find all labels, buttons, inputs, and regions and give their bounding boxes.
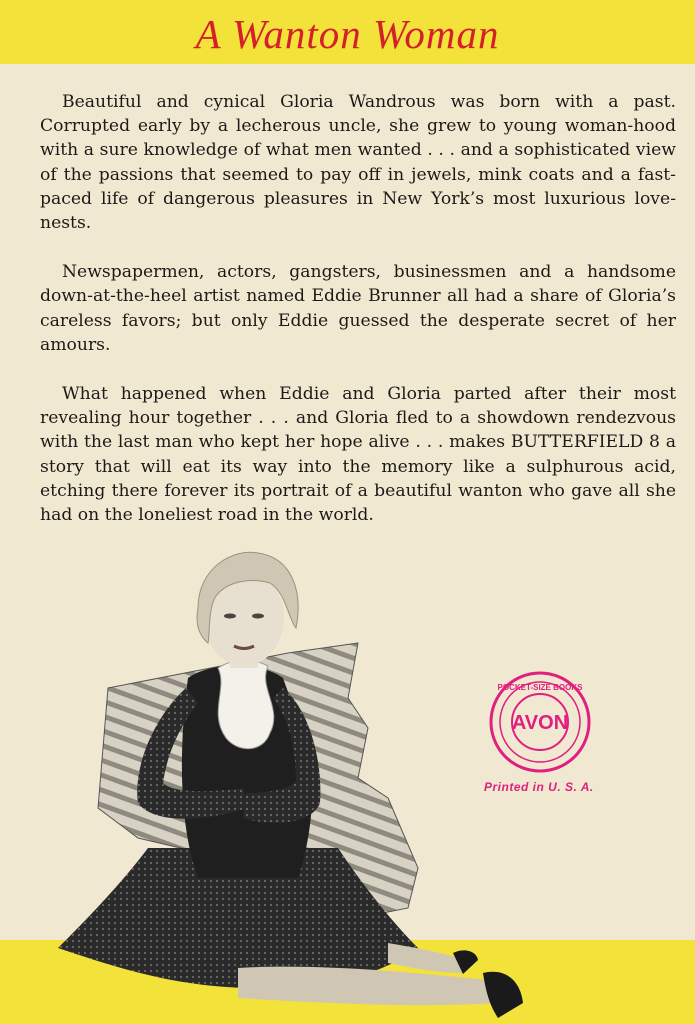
printed-in-usa-note: Printed in U. S. A.: [484, 780, 594, 794]
blurb-text: [40, 90, 676, 552]
blurb-paragraph-3: What happened when Eddie and Gloria parted after their most revealing hour together . . . and Gloria fled to a showdown rendezvous with the last man who kept her hope alive . . . makes BUTTERFIELD 8 a story that will eat its way into the memory like a sulphurous acid, etching there forever its portrait of a beautiful wanton who gave all she had on the loneliest road in the world.: [40, 384, 676, 526]
avon-seal-logo: [488, 670, 592, 774]
svg-text:POCKET-SIZE BOOKS: POCKET-SIZE BOOKS: [497, 683, 583, 692]
woman-photo: [58, 548, 528, 1024]
title-band: [0, 0, 695, 64]
blurb-paragraph-1: Beautiful and cynical Gloria Wandrous was born with a past. Corrupted early by a lecherous uncle, she grew to young woman-hood with a sure knowledge of what men wanted . . . and a sophisticated view of the passions that seemed to pay off in jewels, mink coats and a fast-paced life of dangerous pleasures in New York’s most luxurious love-nests.: [40, 92, 676, 234]
svg-text:AVON: AVON: [511, 712, 569, 734]
blurb-paragraph-2: Newspapermen, actors, gangsters, businessmen and a handsome down-at-the-heel artist named Eddie Brunner all had a share of Gloria’s careless favors; but only Eddie guessed the desperate secret of her amours.: [40, 262, 676, 355]
cover-title: A Wanton Woman: [195, 11, 500, 57]
